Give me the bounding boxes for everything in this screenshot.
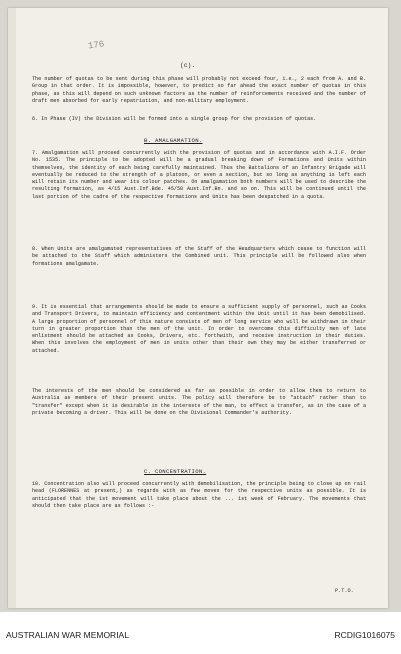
page-number: 176 [87, 39, 105, 52]
paragraph-interests: The interests of the men should be considered as far as possible in order to allow them to return to Australia as members of their present units. The policy will therefore be to "attach" rather than to "transfer" except when it is desirable in the interests of the man, to effect a transfer, as in the case of a private becoming a driver. This will be done on the Divisional Commander's authority. [32, 388, 366, 416]
footer-bar [0, 612, 401, 654]
paragraph-8: 8. When Units are amalgamated representatives of the Staff of the Headquarters which cease to function will be attached to the Staff which administers the Combined unit. This principle will be followed also when formations amalgamate. [32, 246, 366, 267]
page-turn-note: P.T.O. [335, 588, 354, 594]
heading-concentration: C. CONCENTRATION. [144, 468, 207, 475]
paragraph-10: 10. Concentration also will proceed concurrently with demobilisation, the principle being to close up on rail head (FLORENNES at present,) as regards with as few moves for the respective units as possible. It is anticipated that the 1st movement will take place about the ... 1st week of February. The movements that should then take place are as follows :- [32, 481, 366, 509]
section-mark: (c). [180, 62, 196, 69]
heading-amalgamation: B. AMALGAMATION. [144, 137, 203, 144]
paragraph-7: 7. Amalgamation will proceed concurrently with the provision of quotas and in accordance with A.I.F. Order No. 1535. The principle to be adopted will be a gradual breaking down of Formations and Units within themselves, the identity of each being carefully maintained. Thus the Battalions of an Infantry Brigade will eventually be reduced to the strength of a platoon, or even a section, but so long as anything is left each will retain its number and wear its colour patches. On amalgamation both numbers will be used to describe the resulting formation, as 4/15 Aust.Inf.Bde. 45/50 Aust.Inf.Bn. and so on. This will be continued until the last portion of the cadre of the respective formations and Units has been despatched in a quota. [32, 150, 366, 200]
paragraph-6: 6. In Phase (IV) the Division will be formed into a single group for the provision of quotas. [32, 116, 317, 122]
page-edge [8, 8, 16, 608]
footer-record-id: RCDIG1016075 [334, 630, 395, 640]
paragraph-9: 9. It is essential that arrangements should be made to ensure a sufficient supply of personnel, such as Cooks and Transport Drivers, to maintain efficiency and contentment within the Unit until it has been demobilised. A large proportion of personnel of this nature consists of men of long service who will be withdrawn in their turn in greater proportion than the men of the unit. In order to overcome this difficulty men of late enlistment should be attached as Cooks, Drivers, etc. forthwith, and receive instruction in their duties. When this involves the employment of men in units other than their own they may be either transferred or attached. [32, 304, 366, 354]
paragraph-quotas: The number of quotas to be sent during this phase will probably not exceed four, i.e., 2 each from A. and B. Group in that order. It is impossible, however, to predict so far ahead the exact number of quotas in this phase, as this will depend on such unknown factors as the number of reinforcements received and the number of draft men absorbed for early repatriation, and non-military employment. [32, 76, 366, 104]
footer-archive-name: AUSTRALIAN WAR MEMORIAL [6, 630, 129, 640]
